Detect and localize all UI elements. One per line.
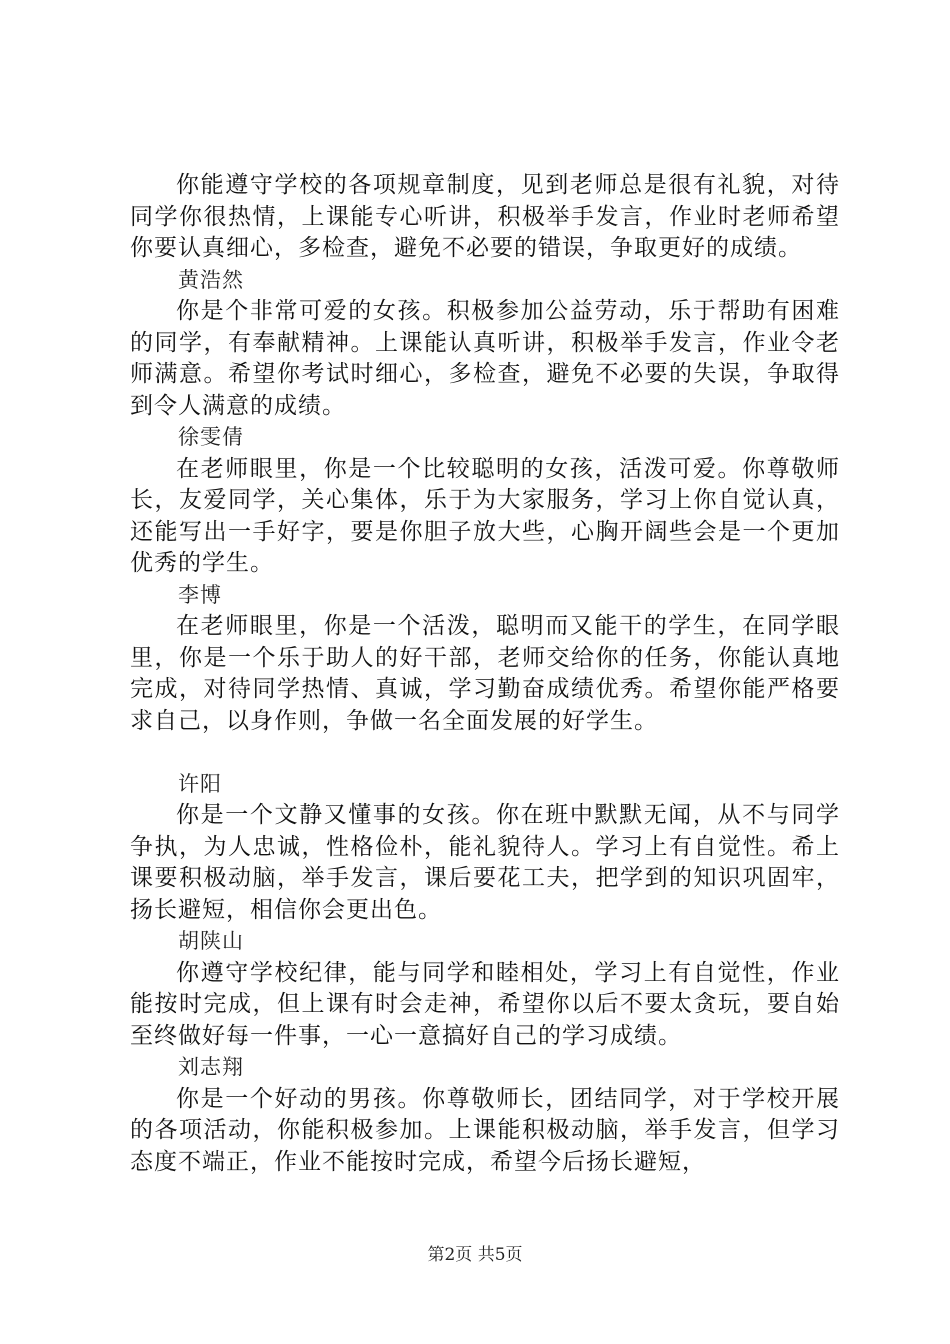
comment-paragraph: 你是个非常可爱的女孩。积极参加公益劳动，乐于帮助有困难的同学，有奉献精神。上课能认真听讲，积极举手发言，作业令老师满意。希望你考试时细心，多检查，避免不必要的失误，争取得到令人满意的成绩。 [130,298,840,419]
comment-paragraph: 在老师眼里，你是一个比较聪明的女孩，活泼可爱。你尊敬师长，友爱同学，关心集体，乐于为大家服务，学习上你自觉认真，还能写出一手好字，要是你胆子放大些，心胸开阔些会是一个更加优秀的学生。 [130,455,840,576]
student-name: 黄浩然 [178,267,244,292]
blank-line [130,737,840,769]
page-footer: 第2页 共5页 [427,1245,523,1265]
comment-paragraph: 在老师眼里，你是一个活泼，聪明而又能干的学生，在同学眼里，你是一个乐于助人的好干部，老师交给你的任务，你能认真地完成，对待同学热情、真诚，学习勤奋成绩优秀。希望你能严格要求自己，以身作则，争做一名全面发展的好学生。 [130,613,840,734]
comment-paragraph: 你是一个文静又懂事的女孩。你在班中默默无闻，从不与同学争执，为人忠诚，性格俭朴，能礼貌待人。学习上有自觉性。希上课要积极动脑，举手发言，课后要花工夫，把学到的知识巩固牢，扬长避短，相信你会更出色。 [130,802,840,923]
student-name: 许阳 [178,771,222,796]
student-name: 刘志翔 [178,1055,244,1079]
student-name: 胡陕山 [178,929,244,953]
comment-paragraph: 你是一个好动的男孩。你尊敬师长，团结同学，对于学校开展的各项活动，你能积极参加。上课能积极动脑，举手发言，但学习态度不端正，作业不能按时完成，希望今后扬长避短， [130,1085,840,1175]
student-name: 徐雯倩 [178,425,244,449]
document-body [130,170,840,1178]
comment-paragraph: 你能遵守学校的各项规章制度，见到老师总是很有礼貌，对待同学你很热情，上课能专心听讲，积极举手发言，作业时老师希望你要认真细心，多检查，避免不必要的错误，争取更好的成绩。 [130,172,840,261]
comment-paragraph: 你遵守学校纪律，能与同学和睦相处，学习上有自觉性，作业能按时完成，但上课有时会走神，希望你以后不要太贪玩，要自始至终做好每一件事，一心一意搞好自己的学习成绩。 [130,959,840,1049]
student-name: 李博 [178,582,222,607]
